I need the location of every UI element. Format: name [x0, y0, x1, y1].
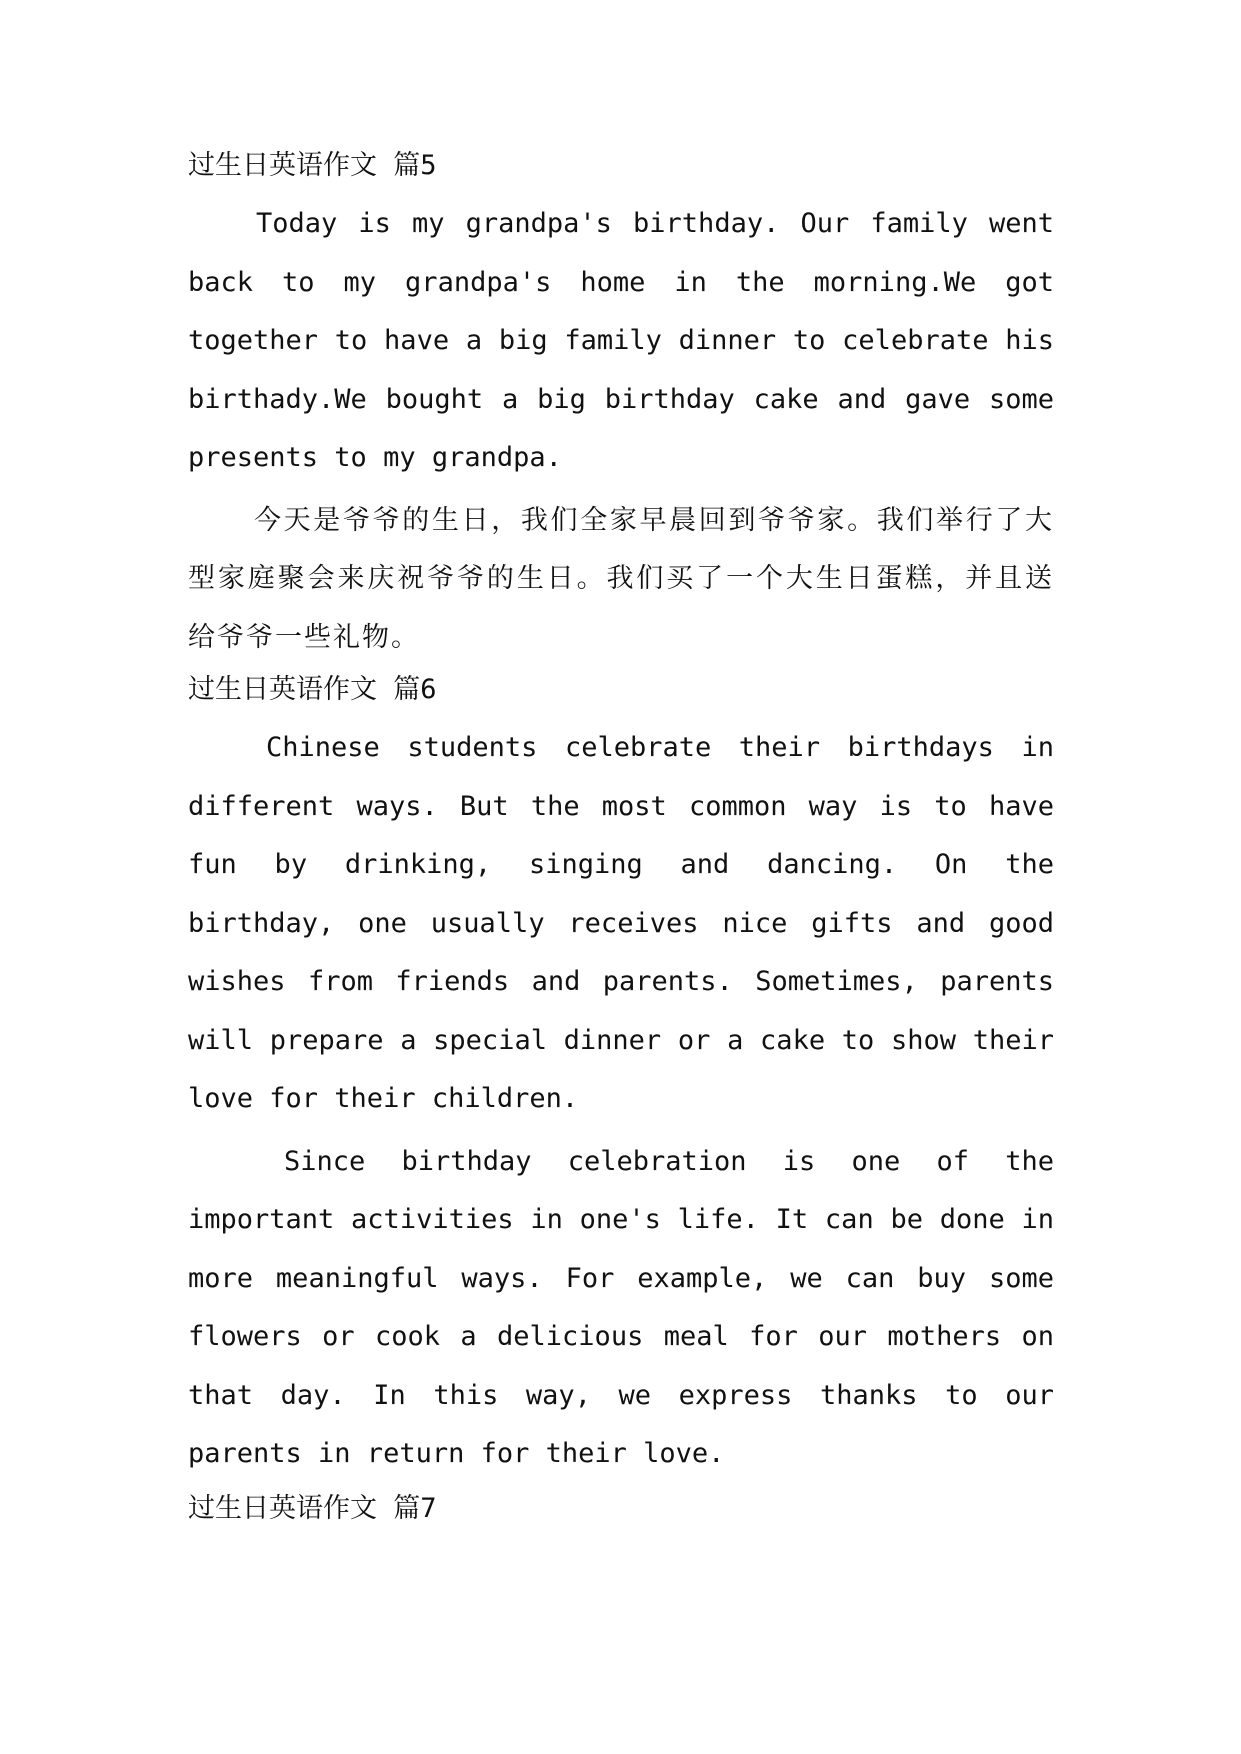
body-paragraph: 今天是爷爷的生日，我们全家早晨回到爷爷家。我们举行了大型家庭聚会来庆祝爷爷的生日。我们买了一个大生日蛋糕，并且送给爷爷一些礼物。	[188, 504, 1054, 653]
section-heading: 过生日英语作文 篇7	[188, 1492, 437, 1524]
body-paragraph: Chinese students celebrate their birthdays in different ways. But the most common way is to have fun by drinking, singing and dancing. On the birthday, one usually receives nice gifts and good wishes from friends and parents. Sometimes, parents will prepare a special dinner or a cake to show their love for their children.	[188, 732, 1054, 1114]
document-body	[188, 137, 1054, 1538]
body-paragraph: Since birthday celebration is one of the important activities in one's life. It can be done in more meaningful ways. For example, we can buy some flowers or cook a delicious meal for our mothers on that day. In this way, we express thanks to our parents in return for their love.	[188, 1145, 1054, 1469]
section-heading: 过生日英语作文 篇6	[188, 674, 437, 705]
section-heading: 过生日英语作文 篇5	[188, 150, 437, 181]
body-paragraph: Today is my grandpa's birthday. Our family went back to my grandpa's home in the morning.We got together to have a big family dinner to celebrate his birthady.We bought a big birthday cake and gave some presents to my grandpa.	[188, 208, 1054, 473]
